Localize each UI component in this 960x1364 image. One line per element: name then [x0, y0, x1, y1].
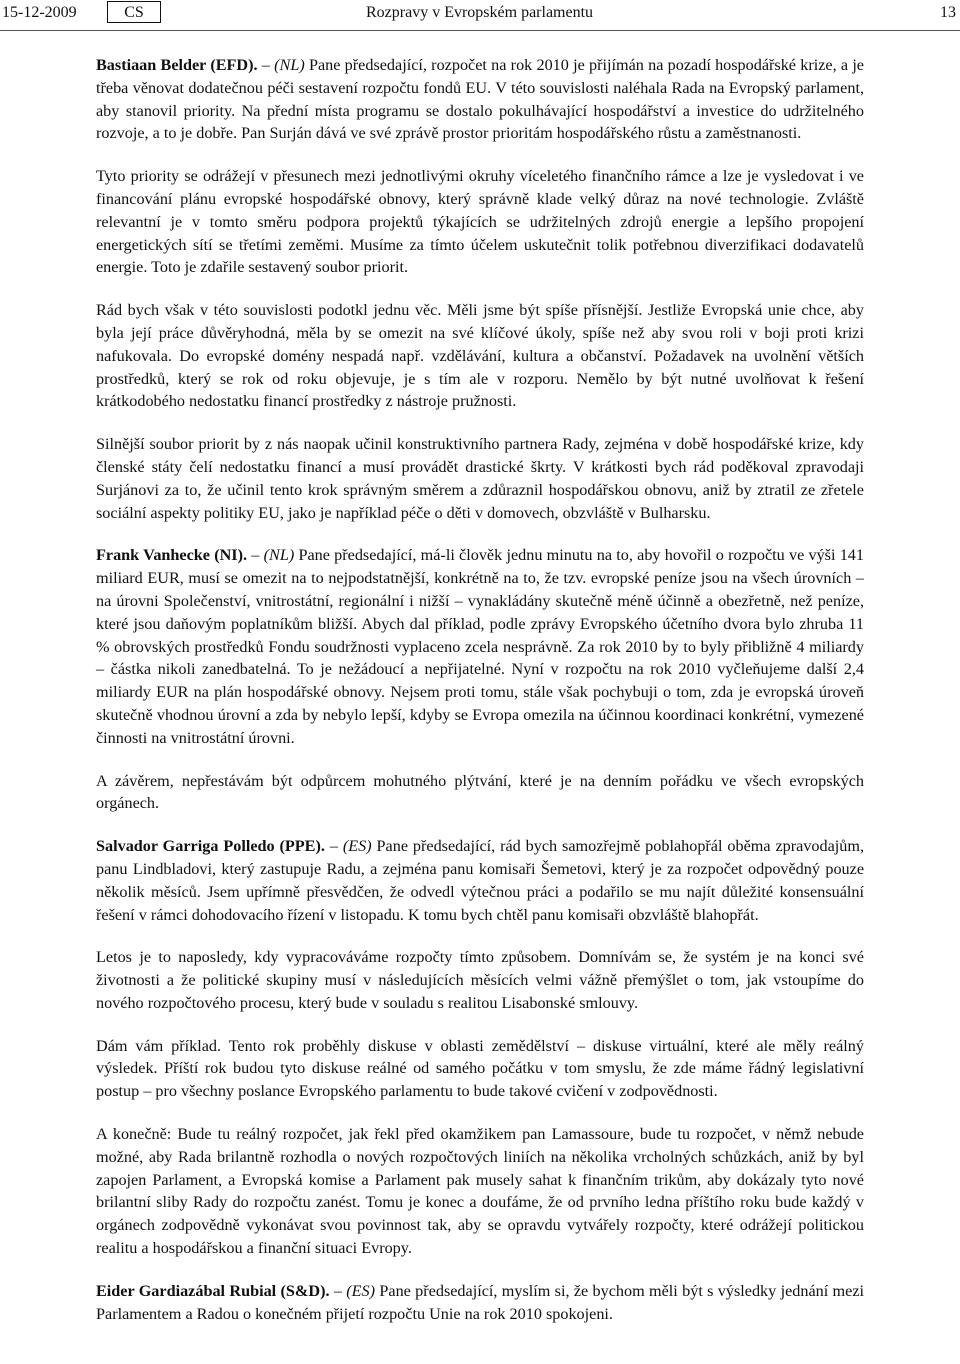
header-title: Rozpravy v Evropském parlamentu — [366, 4, 594, 21]
speaker-name: Eider Gardiazábal Rubial (S&D). — [96, 1281, 330, 1300]
paragraph-text: Pane předsedající, rád bych samozřejmě poblahopřál oběma zpravodajům, panu Lindbladovi, který zastupuje Radu, a zejména panu komisaři Šemetovi, který je za rozpočet odpovědný pouze několik měsíců. Jsem upřímně přesvědčen, že odvedl výtečnou práci a podařilo se mu najít důležité konsensuální řešení v rámci dohodovacího řízení v listopadu. K tomu bych chtěl panu komisaři obzvláště blahopřát. — [96, 837, 865, 924]
page-header — [0, 0, 960, 30]
paragraph-text: Silnější soubor priorit by z nás naopak učinil konstruktivního partnera Rady, zejména v době hospodářské krize, kdy členské státy čelí nedostatku financí a musí provádět drastické škrty. V krátkosti bych rád poděkoval zpravodaji Surjánovi za to, že učinil tento krok správným směrem a zdůraznil hospodářskou obnovu, aniž by ztratil ze zřetele sociální aspekty politiky EU, jako je například péče o děti v domovech, obzvláště v Bulharsku. — [96, 435, 864, 522]
paragraph — [96, 770, 864, 816]
paragraph — [96, 946, 864, 1014]
paragraph-text: Pane předsedající, má-li člověk jednu minutu na to, aby hovořil o rozpočtu ve výši 141 miliard EUR, musí se omezit na to nejpodstatnější, konkrétně na to, že tzv. evropské peníze jsou na všech úrovních – na úrovni Společenství, vnitrostátní, regionální i nižší – vynakládány skutečně méně účinně a obezřetně, než peníze, které jsou daňovým poplatníkům bližší. Abych dal příklad, podle zprávy Evropského účetního dvora bylo zhruba 11 % obrovských prostředků Fondu soudržnosti vyplaceno zcela nesprávně. Za rok 2010 by to byly přibližně 4 miliardy – částka nikoli zanedbatelná. To je nežádoucí a nepřijatelné. Nyní v rozpočtu na rok 2010 vyčleňujeme další 2,4 miliardy EUR na plán hospodářské obnovy. Nejsem proti tomu, stále však pochybuji o tom, zda je evropská úroveň skutečně vhodnou úrovní a zda by nebylo lepší, kdyby se Evropa omezila na účinnou koordinaci konkrétní, vymezené činnosti na vnitrostátní úrovni. — [96, 546, 864, 747]
speaker-dash: – — [324, 837, 343, 856]
speaker-name: Frank Vanhecke (NI). — [96, 546, 248, 565]
paragraph-text: A konečně: Bude tu reálný rozpočet, jak řekl před okamžikem pan Lamassoure, bude tu rozpočet, v němž nebude možné, aby Rada brilantně rozhodla o nových rozpočtových liniích na několika vrcholných schůzkách, aniž by byl zapojen Parlament, a Evropská komise a Parlament pak musely sahat k finančním trikům, aby dokázaly tyto nové brilantní sliby Rady do rozpočtu zanést. Tomu je konec a doufáme, že od prvního ledna příštího roku bude každý v orgánech zodpovědně vykonávat svou povinnost tak, aby se opravdu vytvářely rozpočty, které odrážejí politickou realitu a hospodářskou a finanční situaci Evropy. — [96, 1125, 864, 1258]
paragraph-text: Pane předsedající, rozpočet na rok 2010 je přijímán na pozadí hospodářské krize, a je třeba věnovat dodatečnou péči sestavení rozpočtu fondů EU. V této souvislosti naléhala Rada na Evropský parlament, aby stanovil priority. Na přední místa programu se dostalo pokulhávající hospodářství a investice do udržitelného rozvoje, a to je dobře. Pan Surján dává ve své zprávě prostor prioritám hospodářského růstu a zaměstnanosti. — [96, 56, 864, 143]
header-page-number: 13 — [940, 4, 956, 21]
paragraph — [96, 1035, 864, 1103]
language-tag: (ES) — [342, 837, 372, 856]
paragraph — [96, 544, 864, 749]
paragraph-text: Dám vám příklad. Tento rok proběhly diskuse v oblasti zemědělství – diskuse virtuální, které ale měly reálný výsledek. Příští rok budou tyto diskuse reálné od samého počátku v tom smyslu, že zde máme řádný legislativní postup – pro všechny poslance Evropského parlamentu to bude takové cvičení v zodpovědnosti. — [96, 1036, 864, 1101]
paragraph-text: Pane předsedající, myslím si, že bychom měli být s výsledky jednání mezi Parlamentem a Radou o konečném přijetí rozpočtu Unie na rok 2010 spokojeni. — [96, 1281, 865, 1323]
paragraph — [96, 299, 864, 413]
language-tag: (NL) — [263, 546, 295, 565]
paragraph-text: Rád bych však v této souvislosti podotkl jednu věc. Měli jsme být spíše přísnější. Jestliže Evropská unie chce, aby byla její práce důvěryhodná, měla by se omezit na své klíčové úkoly, spíše než aby svou roli v boji proti krizi nafukovala. Do evropské domény nespadá např. vzdělávání, kultura a občanství. Požadavek na uvolnění větších prostředků, který se rok od roku objevuje, je s tím ale v rozporu. Nemělo by být nutné uvolňovat k řešení krátkodobého nedostatku financí prostředky z nástroje pružnosti. — [96, 301, 864, 411]
document-body — [96, 54, 864, 1345]
speaker-name: Bastiaan Belder (EFD). — [96, 56, 258, 74]
header-language-box: CS — [107, 1, 161, 23]
paragraph — [96, 433, 864, 524]
language-tag: (ES) — [346, 1281, 376, 1300]
paragraph — [96, 165, 864, 279]
paragraph-text: Letos je to naposledy, kdy vypracováváme rozpočty tímto způsobem. Domnívám se, že systém je na konci své životnosti a že politické skupiny musí v následujících měsících velmi vážně přemýšlet o tom, jak vstoupíme do nového rozpočtového procesu, který bude v souladu s realitou Lisabonské smlouvy. — [96, 948, 864, 1012]
speaker-dash: – — [257, 56, 275, 74]
speaker-dash: – — [247, 546, 264, 565]
paragraph — [96, 1123, 864, 1260]
paragraph — [96, 835, 864, 926]
header-date: 15-12-2009 — [2, 4, 77, 21]
header-divider — [0, 30, 960, 31]
paragraph-text: A závěrem, nepřestávám být odpůrcem mohutného plýtvání, které je na denním pořádku ve všech evropských orgánech. — [96, 771, 864, 813]
paragraph — [96, 1280, 864, 1326]
paragraph-text: Tyto priority se odrážejí v přesunech mezi jednotlivými okruhy víceletého finančního rámce a lze je vysledovat i ve financování plánu evropské hospodářské obnovy, který správně klade velký důraz na nové technologie. Zvláště relevantní je v tomto směru podpora projektů týkajících se udržitelných zdrojů energie a lepšího propojení energetických sítí se třetími zeměmi. Musíme za tímto účelem uskutečnit tolik potřebnou diverzifikaci dodavatelů energie. Toto je zdařile sestavený soubor priorit. — [96, 167, 864, 277]
paragraph — [96, 54, 864, 145]
speaker-dash: – — [329, 1281, 347, 1300]
speaker-name: Salvador Garriga Polledo (PPE). — [96, 837, 325, 856]
language-tag: (NL) — [274, 56, 305, 74]
